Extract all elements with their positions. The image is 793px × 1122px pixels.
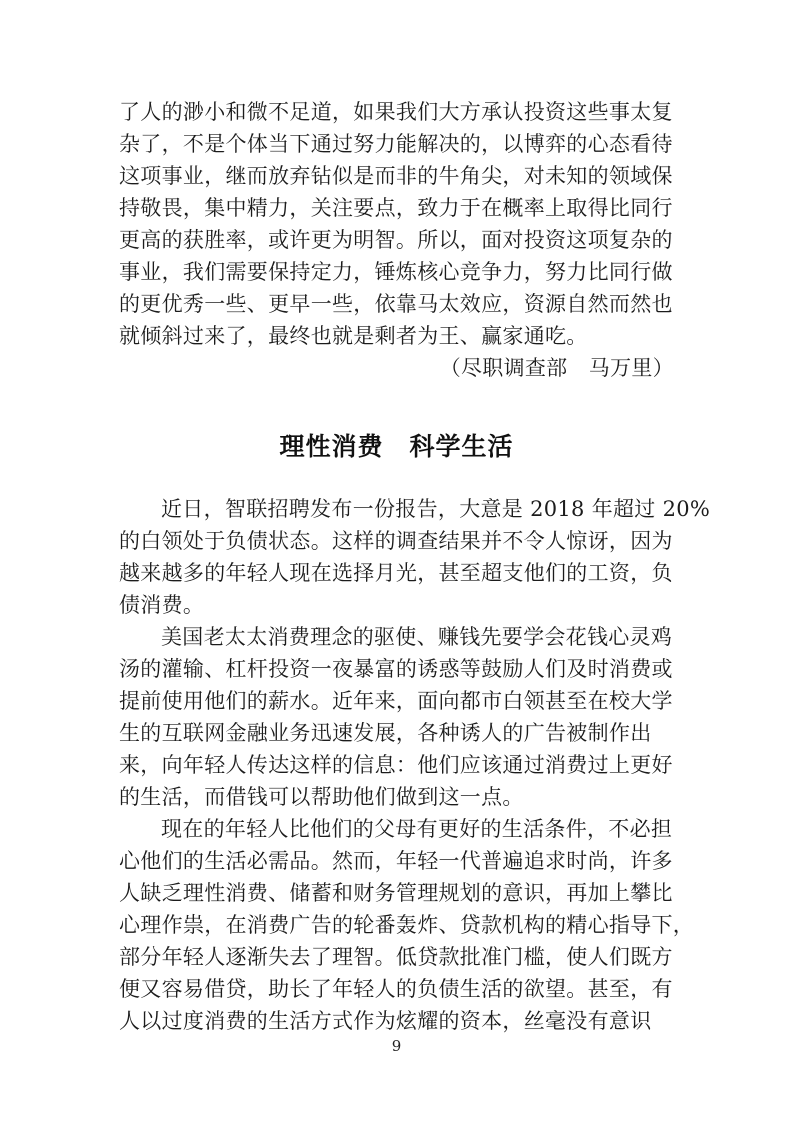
text-line: 杂了，不是个体当下通过努力能解决的，以博弈的心态看待 [119, 132, 673, 156]
text-line: 便又容易借贷，助长了年轻人的负债生活的欲望。甚至，有 [119, 977, 673, 1001]
text-line: 部分年轻人逐渐失去了理智。低贷款批准门槛，使人们既方 [119, 945, 673, 969]
text-line: 美国老太太消费理念的驱使、赚钱先要学会花钱心灵鸡 [161, 625, 673, 649]
text-line: 的生活，而借钱可以帮助他们做到这一点。 [119, 785, 524, 809]
signature-line: （尽职调查部 马万里） [439, 356, 674, 380]
page-number: 9 [391, 1037, 402, 1055]
text-line: 更高的获胜率，或许更为明智。所以，面对投资这项复杂的 [119, 228, 673, 252]
text-line: 来，向年轻人传达这样的信息：他们应该通过消费过上更好 [119, 753, 673, 777]
text-line: 心理作祟，在消费广告的轮番轰炸、贷款机构的精心指导下， [119, 913, 695, 937]
paragraph-consumption-culture [119, 621, 674, 813]
text-line: 就倾斜过来了，最终也就是剩者为王、赢家通吃。 [119, 324, 588, 348]
paragraph-young-generation [119, 813, 695, 1037]
paragraph-continuation [119, 96, 674, 352]
text-line: 债消费。 [119, 593, 205, 617]
page-content [119, 96, 711, 1037]
text-line: 近日，智联招聘发布一份报告，大意是 2018 年超过 20% [161, 497, 711, 521]
text-line: 心他们的生活必需品。然而，年轻一代普遍追求时尚，许多 [119, 849, 673, 873]
text-line: 这项事业，继而放弃钻似是而非的牛角尖，对未知的领域保 [119, 164, 673, 188]
text-line: 生的互联网金融业务迅速发展，各种诱人的广告被制作出 [119, 721, 652, 745]
text-line: 人缺乏理性消费、储蓄和财务管理规划的意识，再加上攀比 [119, 881, 673, 905]
text-line: 的更优秀一些、更早一些，依靠马太效应，资源自然而然也 [119, 292, 673, 316]
text-line: 越来越多的年轻人现在选择月光，甚至超支他们的工资，负 [119, 561, 673, 585]
text-line: 的白领处于负债状态。这样的调查结果并不令人惊讶，因为 [119, 529, 673, 553]
text-line: 现在的年轻人比他们的父母有更好的生活条件，不必担 [161, 817, 673, 841]
text-line: 提前使用他们的薪水。近年来，面向都市白领甚至在校大学 [119, 689, 673, 713]
text-line: 持敬畏，集中精力，关注要点，致力于在概率上取得比同行 [119, 196, 673, 220]
text-line: 事业，我们需要保持定力，锤炼核心竞争力，努力比同行做 [119, 260, 673, 284]
paragraph-report [119, 493, 711, 621]
text-line: 了人的渺小和微不足道，如果我们大方承认投资这些事太复 [119, 100, 673, 124]
text-line: 汤的灌输、杠杆投资一夜暴富的诱惑等鼓励人们及时消费或 [119, 657, 673, 681]
section-heading: 理性消费 科学生活 [279, 432, 514, 461]
text-line: 人以过度消费的生活方式作为炫耀的资本，丝毫没有意识 [119, 1009, 652, 1033]
